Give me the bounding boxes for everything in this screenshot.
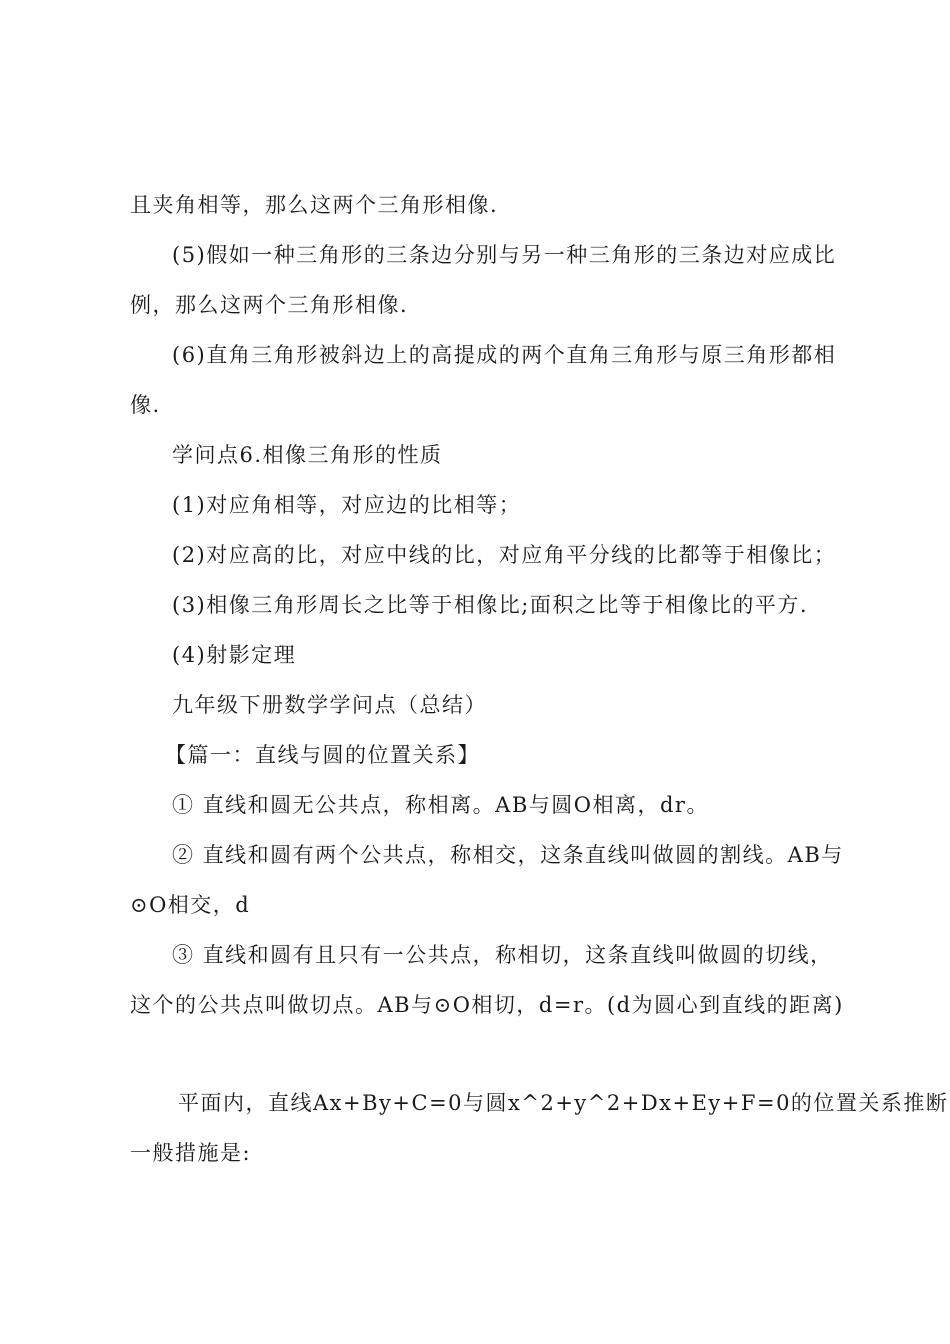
text-line: ③ 直线和圆有且只有一公共点，称相切，这条直线叫做圆的切线， — [172, 943, 833, 967]
text-line: (3)相像三角形周长之比等于相像比;面积之比等于相像比的平方. — [172, 593, 808, 617]
section-heading: 【篇一：直线与圆的位置关系】 — [165, 743, 480, 767]
text-line: 例，那么这两个三角形相像. — [130, 293, 409, 317]
text-line: ① 直线和圆无公共点，称相离。AB与圆O相离，dr。 — [172, 793, 709, 817]
text-line: (5)假如一种三角形的三条边分别与另一种三角形的三条边对应成比 — [172, 243, 837, 267]
text-line: 平面内，直线Ax+By+C=0与圆x^2+y^2+Dx+Ey+F=0的位置关系推断 — [178, 1091, 949, 1115]
text-line: (1)对应角相等，对应边的比相等； — [172, 493, 522, 517]
text-line: (4)射影定理 — [172, 643, 297, 667]
section-heading: 学问点6.相像三角形的性质 — [172, 443, 443, 467]
text-line: ⊙O相交，d — [130, 893, 251, 917]
text-line: 一般措施是: — [130, 1141, 252, 1165]
text-line: (6)直角三角形被斜边上的高提成的两个直角三角形与原三角形都相 — [172, 343, 837, 367]
text-line: 且夹角相等，那么这两个三角形相像. — [130, 193, 499, 217]
text-line: ② 直线和圆有两个公共点，称相交，这条直线叫做圆的割线。AB与 — [172, 843, 844, 867]
text-line: (2)对应高的比，对应中线的比，对应角平分线的比都等于相像比； — [172, 543, 837, 567]
text-line: 这个的公共点叫做切点。AB与⊙O相切，d=r。(d为圆心到直线的距离) — [130, 993, 844, 1017]
text-line: 像. — [130, 393, 161, 417]
section-heading: 九年级下册数学学问点（总结） — [172, 693, 487, 717]
